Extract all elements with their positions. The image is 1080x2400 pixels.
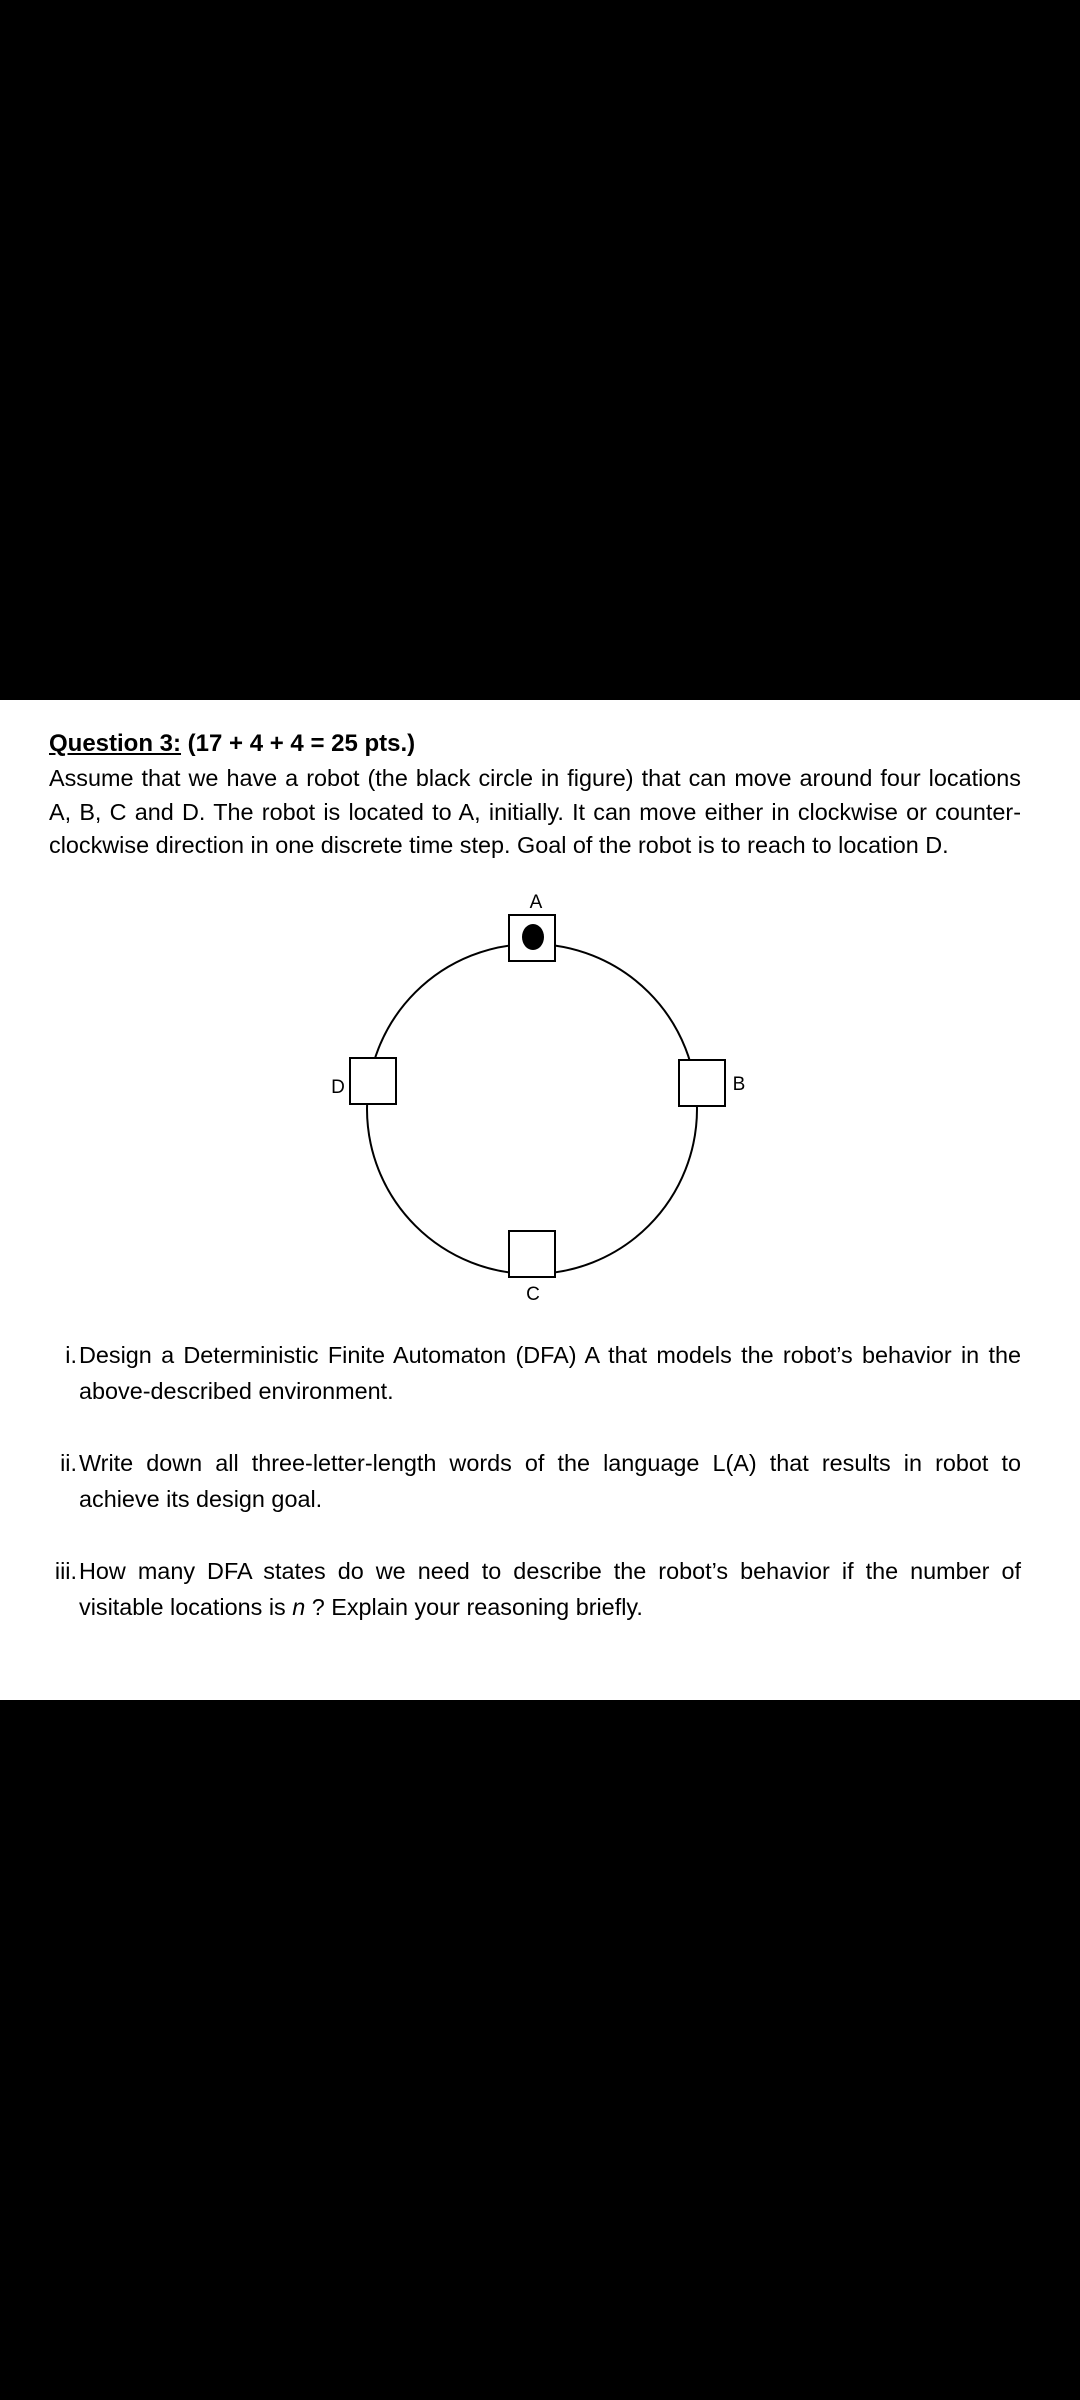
- location-a-label: A: [529, 892, 543, 913]
- item-text-after: ? Explain your reasoning briefly.: [305, 1594, 643, 1620]
- location-b-label: B: [732, 1074, 746, 1095]
- location-d-box: [350, 1058, 396, 1104]
- item-text-before: How many DFA states do we need to describe the robot’s behavior if the number of visitable locations is: [79, 1558, 1021, 1620]
- robot-diagram: [320, 885, 760, 1305]
- question-label: Question 3:: [49, 730, 182, 757]
- item-number: i.: [65, 1342, 77, 1368]
- item-text: Write down all three-letter-length words of the language L(A) that results in robot to achieve its design goal.: [79, 1450, 1021, 1512]
- track-circle: [367, 944, 697, 1274]
- location-c-box: [509, 1231, 555, 1277]
- location-c-label: C: [526, 1284, 540, 1305]
- question-points: (17 + 4 + 4 = 25 pts.): [181, 730, 416, 757]
- item-variable: n: [292, 1594, 306, 1620]
- question-list: [49, 1337, 1021, 1661]
- document-page: [0, 700, 1080, 1700]
- question-heading: [49, 730, 415, 758]
- item-number: iii.: [54, 1558, 77, 1584]
- question-intro: Assume that we have a robot (the black circle in figure) that can move around four locations A, B, C and D. The robot is located to A, initially. It can move either in clockwise or counter-clockwise direction in one discrete time step. Goal of the robot is to reach to location D.: [49, 765, 1021, 858]
- question-item: [49, 1445, 1021, 1517]
- item-text: Design a Deterministic Finite Automaton (DFA) A that models the robot’s behavior in the above-described environment.: [79, 1342, 1021, 1404]
- location-d-label: D: [331, 1077, 345, 1098]
- question-item: [49, 1337, 1021, 1409]
- location-b-box: [679, 1060, 725, 1106]
- item-number: ii.: [60, 1450, 77, 1476]
- robot-icon: [522, 924, 544, 950]
- question-item: [49, 1553, 1021, 1625]
